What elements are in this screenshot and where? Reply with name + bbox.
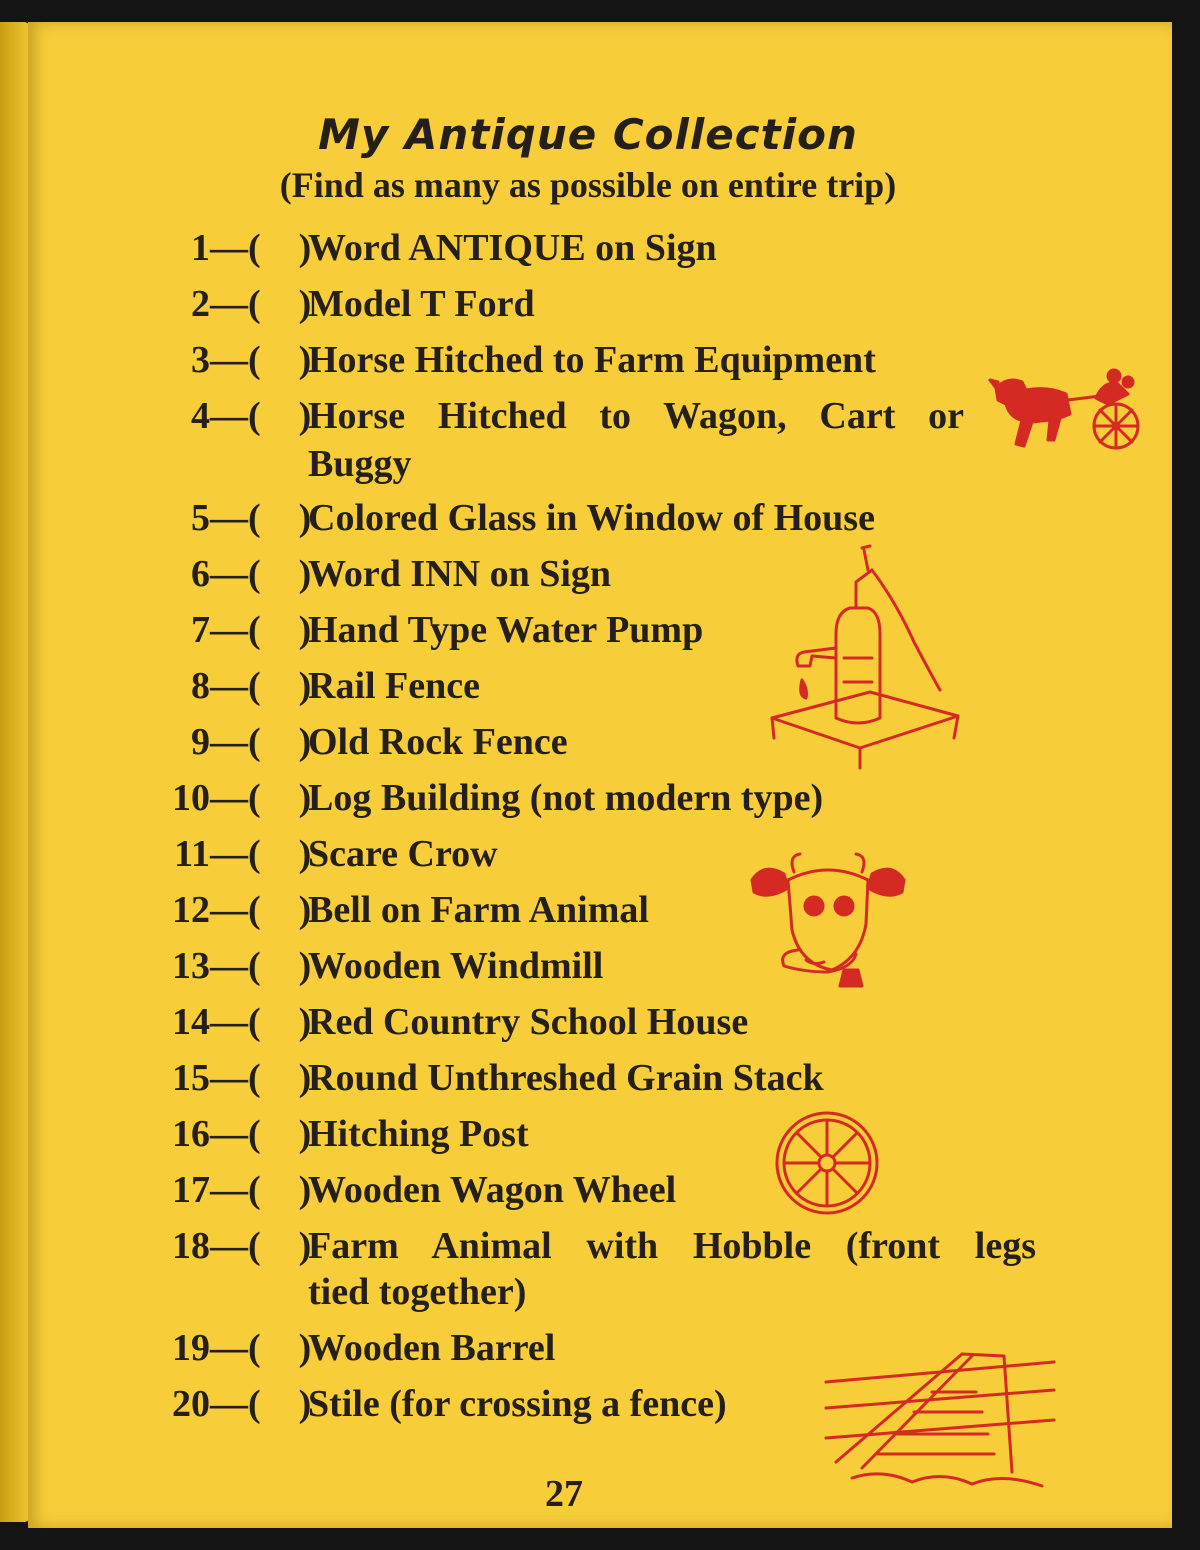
item-number: 1 bbox=[191, 227, 210, 269]
item-checkbox[interactable]: —( ) bbox=[210, 777, 312, 819]
item-number: 6 bbox=[191, 553, 210, 595]
item-number: 17 bbox=[172, 1169, 210, 1211]
book-spine bbox=[0, 22, 30, 1522]
item-number: 14 bbox=[172, 1001, 210, 1043]
item-checkbox[interactable]: —( ) bbox=[210, 833, 312, 875]
water-pump-icon bbox=[764, 542, 964, 782]
item-label: Wooden Windmill bbox=[308, 945, 604, 987]
item-checkbox[interactable]: —( ) bbox=[210, 1057, 312, 1099]
item-number: 12 bbox=[172, 889, 210, 931]
item-checkbox[interactable]: —( ) bbox=[210, 665, 312, 707]
item-checkbox[interactable]: —( ) bbox=[210, 721, 312, 763]
item-checkbox[interactable]: —( ) bbox=[210, 283, 312, 325]
item-checkbox[interactable]: —( ) bbox=[210, 1113, 312, 1155]
item-checkbox[interactable]: —( ) bbox=[210, 945, 312, 987]
item-checkbox[interactable]: —( ) bbox=[210, 553, 312, 595]
item-label: Stile (for crossing a fence) bbox=[308, 1383, 727, 1425]
item-checkbox[interactable]: —( ) bbox=[210, 1383, 312, 1425]
item-checkbox[interactable]: —( ) bbox=[210, 339, 312, 381]
item-label: Hand Type Water Pump bbox=[308, 609, 704, 651]
item-label: Bell on Farm Animal bbox=[308, 889, 649, 931]
item-checkbox[interactable]: —( ) bbox=[210, 497, 312, 539]
item-checkbox[interactable]: —( ) bbox=[210, 1001, 312, 1043]
item-number: 13 bbox=[172, 945, 210, 987]
item-checkbox[interactable]: —( ) bbox=[210, 1327, 312, 1369]
item-number: 16 bbox=[172, 1113, 210, 1155]
item-number: 10 bbox=[172, 777, 210, 819]
item-number: 20 bbox=[172, 1383, 210, 1425]
item-number: 2 bbox=[191, 283, 210, 325]
item-label: Horse Hitched to Farm Equipment bbox=[308, 339, 876, 381]
item-number: 18 bbox=[172, 1225, 210, 1267]
wagon-wheel-icon bbox=[774, 1110, 880, 1216]
item-label: Word INN on Sign bbox=[308, 553, 612, 595]
item-number: 11 bbox=[174, 833, 210, 875]
item-label: Old Rock Fence bbox=[308, 721, 568, 763]
page-subtitle: (Find as many as possible on entire trip) bbox=[279, 165, 897, 205]
item-label: Wooden Barrel bbox=[308, 1327, 556, 1369]
item-label: Word ANTIQUE on Sign bbox=[308, 227, 717, 269]
item-label: Colored Glass in Window of House bbox=[308, 497, 875, 539]
item-checkbox[interactable]: —( ) bbox=[210, 1169, 312, 1211]
item-label: Rail Fence bbox=[308, 665, 481, 707]
horse-buggy-icon bbox=[988, 360, 1148, 470]
item-label: Wooden Wagon Wheel bbox=[308, 1169, 677, 1211]
item-label: Log Building (not modern type) bbox=[308, 777, 824, 819]
item-checkbox[interactable]: —( ) bbox=[210, 227, 312, 269]
item-checkbox[interactable]: —( ) bbox=[210, 395, 312, 437]
item-number: 19 bbox=[172, 1327, 210, 1369]
item-checkbox[interactable]: —( ) bbox=[210, 609, 312, 651]
item-number: 9 bbox=[191, 721, 210, 763]
item-checkbox[interactable]: —( ) bbox=[210, 889, 312, 931]
stile-icon bbox=[822, 1342, 1058, 1492]
item-checkbox[interactable]: —( ) bbox=[210, 1225, 312, 1267]
item-label: Horse Hitched to Wagon, Cart or bbox=[308, 395, 964, 437]
item-label: Model T Ford bbox=[308, 283, 535, 325]
item-label: Hitching Post bbox=[308, 1113, 529, 1155]
item-label: Red Country School House bbox=[308, 1001, 749, 1043]
item-number: 3 bbox=[191, 339, 210, 381]
item-label: Scare Crow bbox=[308, 833, 498, 875]
item-number: 15 bbox=[172, 1057, 210, 1099]
cow-with-bell-icon bbox=[748, 854, 908, 994]
item-number: 4 bbox=[191, 395, 210, 437]
item-number: 8 bbox=[191, 665, 210, 707]
book-page bbox=[28, 22, 1172, 1528]
item-label: Farm Animal with Hobble (front legs bbox=[308, 1225, 1036, 1267]
page-title: My Antique Collection bbox=[318, 110, 858, 159]
item-number: 5 bbox=[191, 497, 210, 539]
item-number: 7 bbox=[191, 609, 210, 651]
item-label-continuation: Buggy bbox=[308, 443, 412, 485]
item-label-continuation: tied together) bbox=[308, 1271, 527, 1313]
page-number: 27 bbox=[545, 1473, 583, 1515]
item-label: Round Unthreshed Grain Stack bbox=[308, 1057, 824, 1099]
